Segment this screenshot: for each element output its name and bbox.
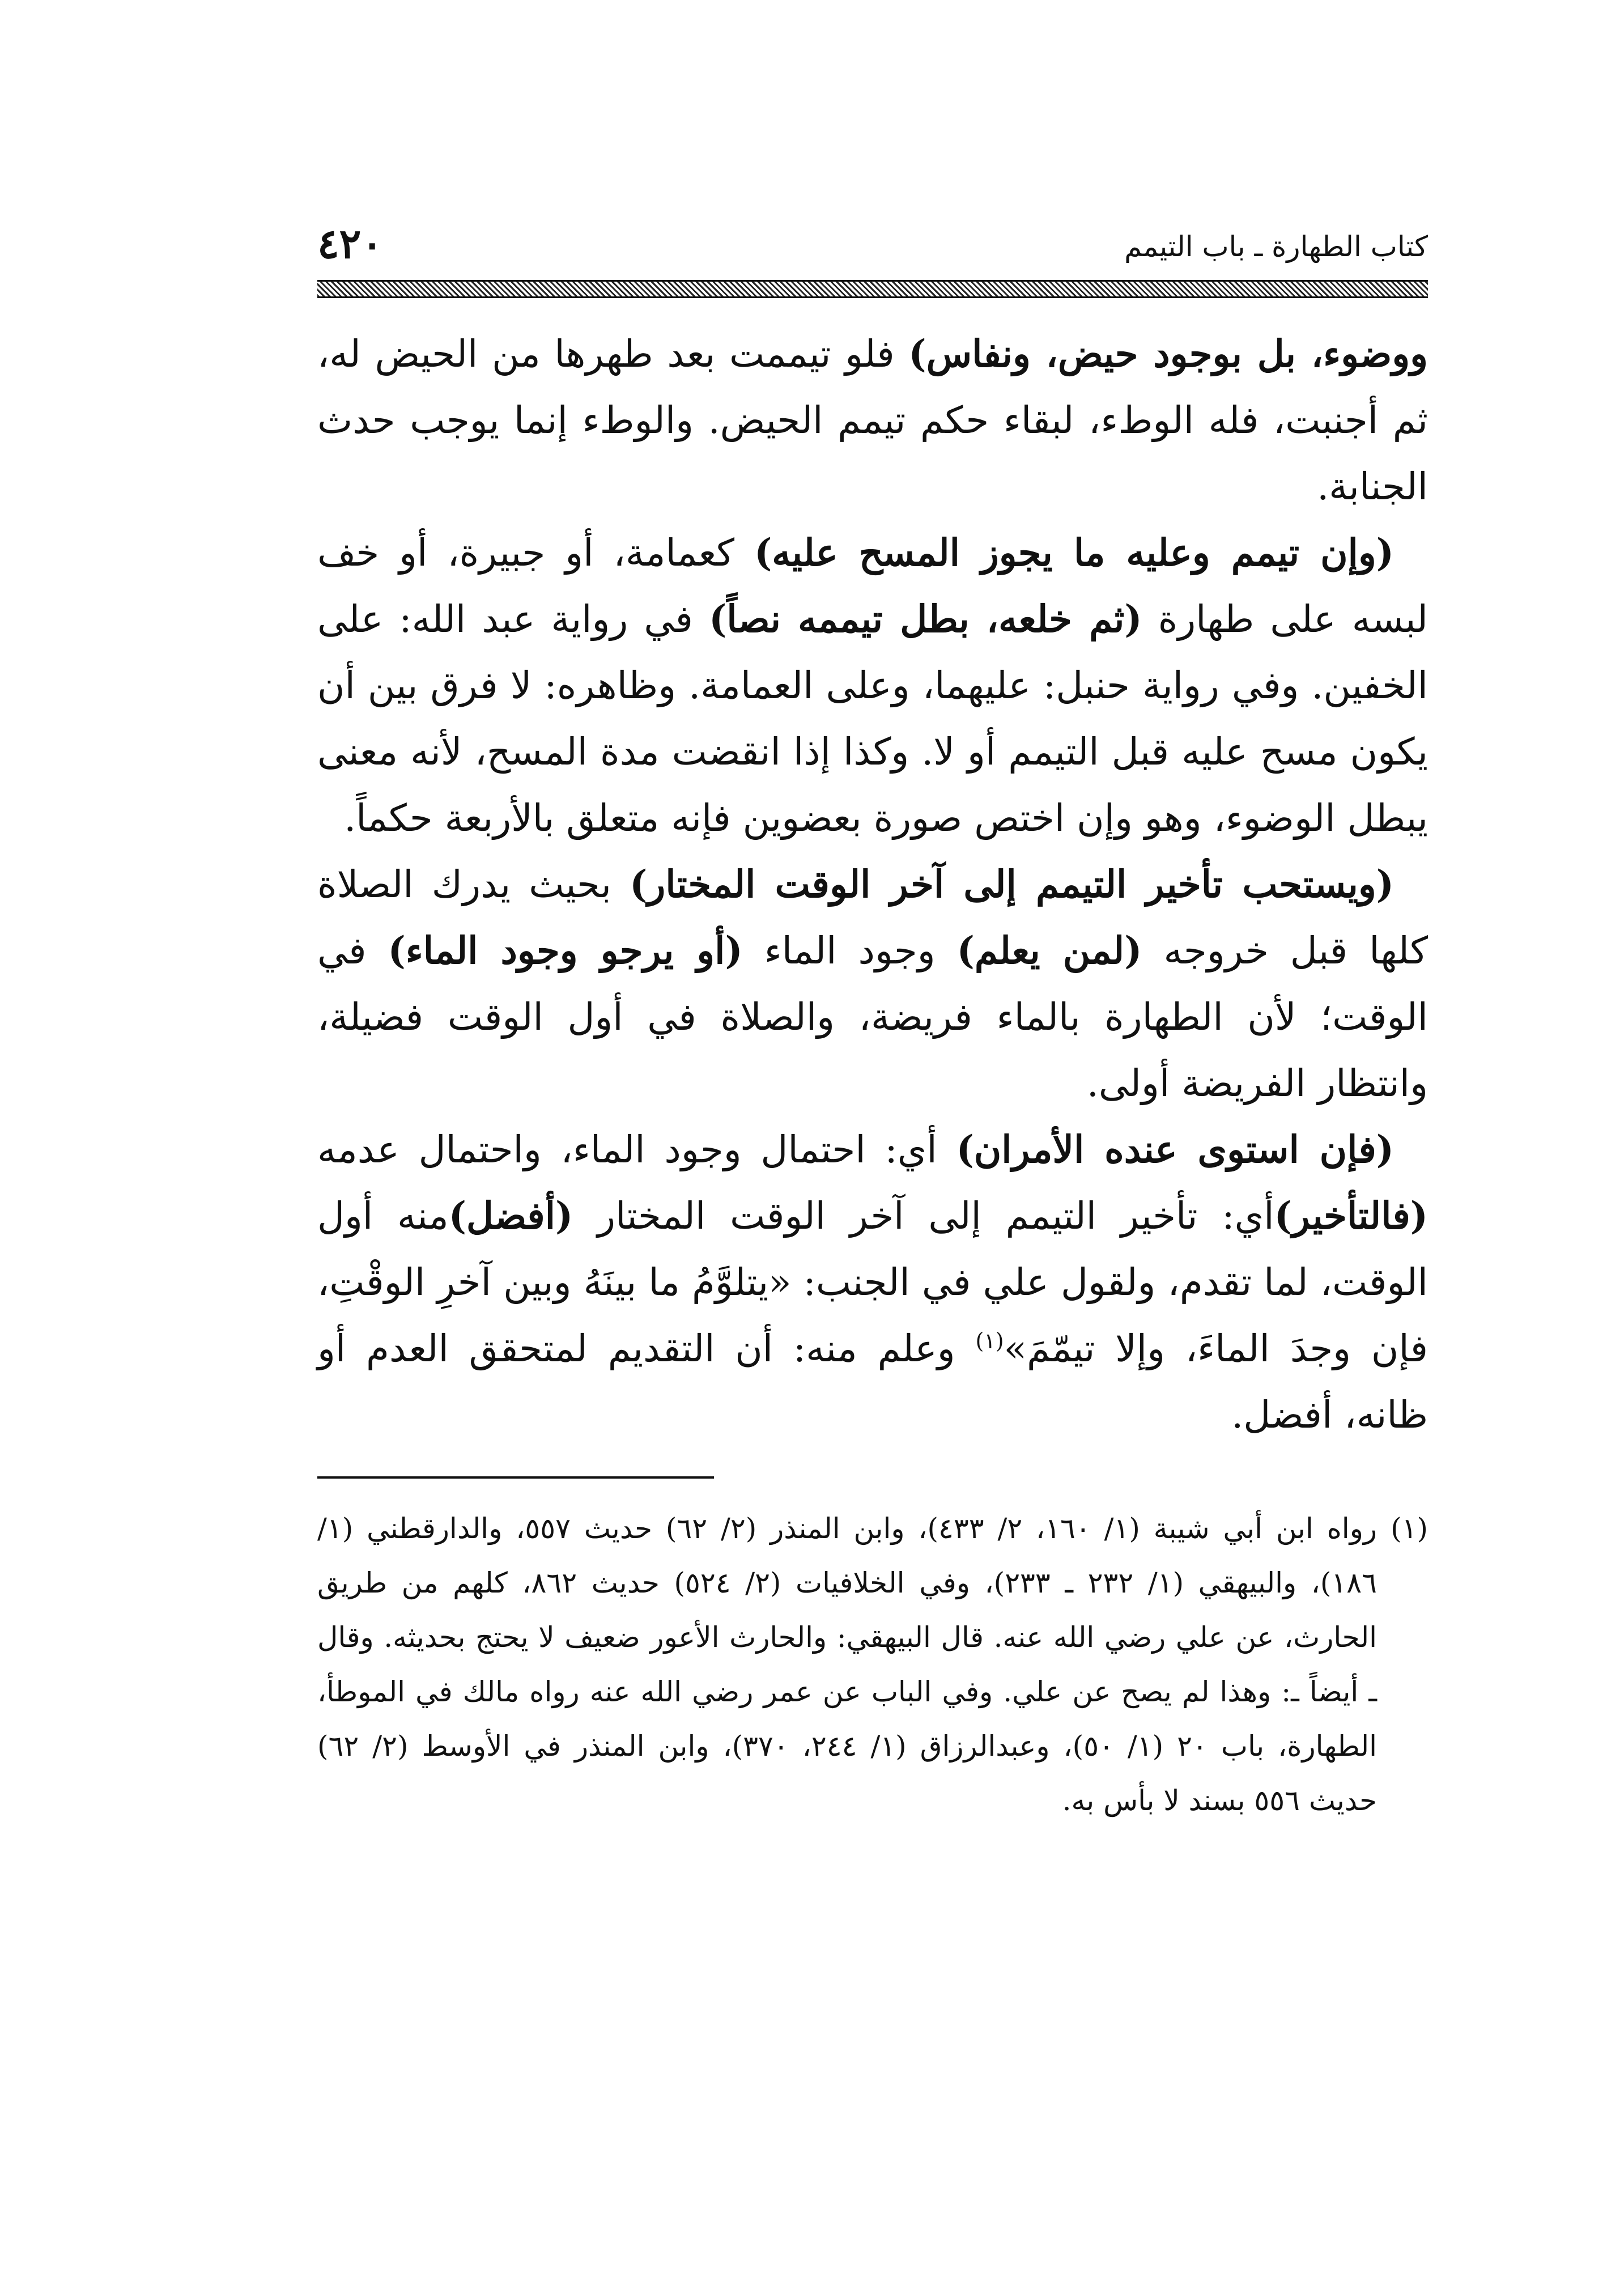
paragraph <box>317 321 1428 520</box>
running-title: كتاب الطهارة ـ باب التيمم <box>1124 230 1428 263</box>
paragraph <box>317 1116 1428 1448</box>
matn-text: (فالتأخير) <box>1274 1194 1429 1238</box>
footnote-separator <box>317 1476 714 1479</box>
header-rule <box>317 280 1428 298</box>
paragraph <box>317 851 1428 1116</box>
footnote <box>317 1501 1428 1828</box>
paragraph <box>317 520 1428 851</box>
matn-text: (أو يرجو وجود الماء) <box>388 928 743 973</box>
sharh-text: كعمامة، أو جبيرة، أو خف لبسه على طهارة <box>317 531 1428 641</box>
sharh-text: أي: احتمال وجود الماء، واحتمال عدمه <box>317 1128 956 1171</box>
footnote-ref: (١) <box>975 1328 1004 1353</box>
footnote-number: (١) <box>1391 1512 1428 1545</box>
sharh-text: وعلم منه: أن التقديم لمتحقق العدم أو ظانه، أفضل. <box>317 1327 1428 1437</box>
matn-text: (ويستحب تأخير التيمم إلى آخر الوقت المختار) <box>630 862 1394 906</box>
sharh-text: بحيث يدرك الصلاة كلها قبل خروجه <box>317 863 1428 973</box>
page-header <box>317 215 1428 278</box>
book-page <box>317 215 1428 1828</box>
sharh-text: في رواية عبد الله: على الخفين. وفي رواية حنبل: عليهما، وعلى العمامة. وظاهره: لا فرق بين أن يكون مسح عليه قبل التيمم أو لا. وكذا إذا انقضت مدة المسح، لأنه معنى يبطل الوضوء، وهو وإن اختص صورة بعضوين فإنه متعلق بالأربعة حكماً. <box>317 597 1428 840</box>
body-text <box>317 321 1428 1448</box>
matn-text: (فإن استوى عنده الأمران) <box>956 1127 1394 1171</box>
sharh-text: منه أول الوقت، لما تقدم، ولقول علي في الجنب: «يتلوَّمُ ما بينَهُ وبين آخرِ الوقْتِ، فإن وجدَ الماءَ، وإلا تيمّمَ» <box>317 1194 1428 1370</box>
sharh-text: أي: تأخير التيمم إلى آخر الوقت المختار <box>573 1194 1274 1238</box>
matn-text: (ثم خلعه، بطل تيممه نصاً) <box>709 597 1142 641</box>
page-number: ٤٢٠ <box>317 219 384 267</box>
sharh-text: فلو تيممت بعد طهرها من الحيض له، ثم أجنبت، فله الوطء، لبقاء حكم تيمم الحيض. والوطء إنما يوجب حدث الجنابة. <box>317 332 1428 508</box>
footnote-text: رواه ابن أبي شيبة (١/ ١٦٠، ٢/ ٤٣٣)، وابن المنذر (٢/ ٦٢) حديث ٥٥٧، والدارقطني (١/ ١٨٦)، والبيهقي (١/ ٢٣٢ ـ ٢٣٣)، وفي الخلافيات (٢/ ٥٢٤) حديث ٨٦٢، كلهم من طريق الحارث، عن علي رضي الله عنه. قال البيهقي: والحارث الأعور ضعيف لا يحتج بحديثه. وقال ـ أيضاً ـ: وهذا لم يصح عن علي. وفي الباب عن عمر رضي الله عنه رواه مالك في الموطأ، الطهارة، باب ٢٠ (١/ ٥٠)، وعبدالرزاق (١/ ٢٤٤، ٣٧٠)، وابن المنذر في الأوسط (٢/ ٦٢) حديث ٥٥٦ بسند لا بأس به. <box>317 1512 1378 1817</box>
matn-text: (لمن يعلم) <box>956 928 1142 973</box>
matn-text: ووضوء، بل بوجود حيض، ونفاس) <box>908 332 1428 376</box>
matn-text: (وإن تيمم وعليه ما يجوز المسح عليه) <box>754 530 1394 575</box>
matn-text: (أفضل) <box>448 1194 573 1238</box>
sharh-text: وجود الماء <box>742 929 957 973</box>
sharh-text: في الوقت؛ لأن الطهارة بالماء فريضة، والصلاة في أول الوقت فضيلة، وانتظار الفريضة أولى. <box>317 929 1428 1105</box>
